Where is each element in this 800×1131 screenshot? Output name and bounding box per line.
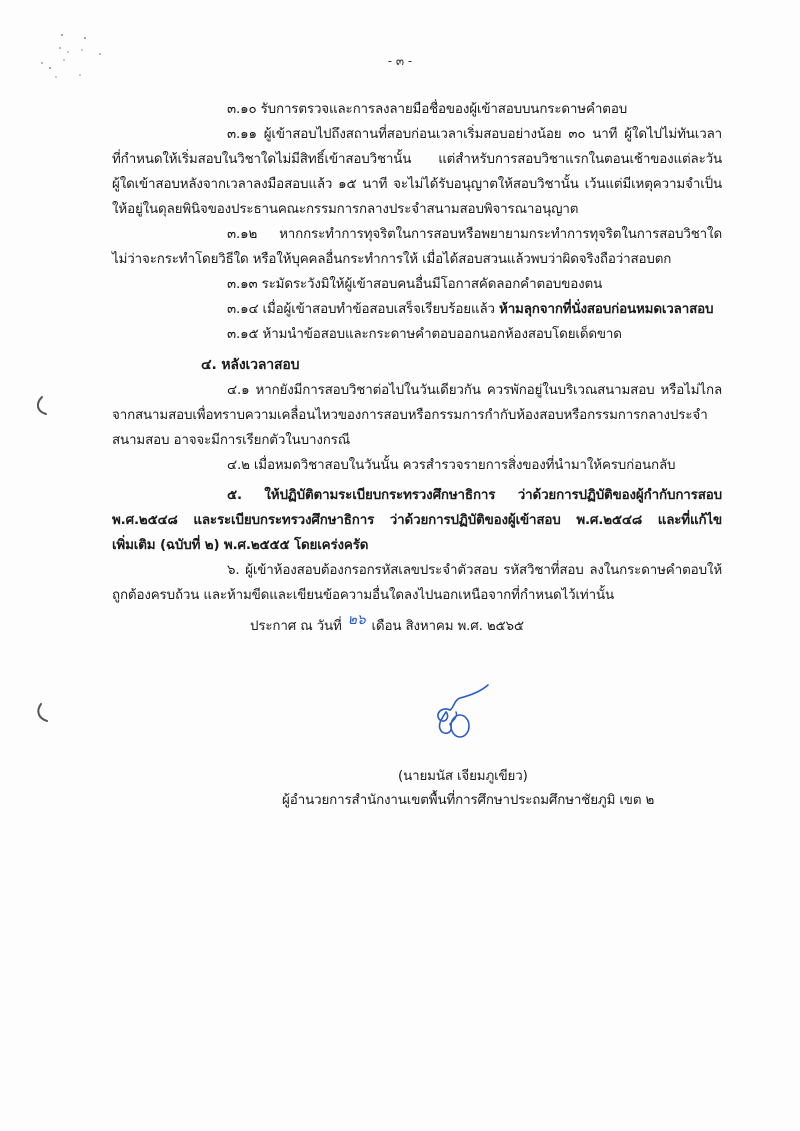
section-5-line-3: เพิ่มเติม (ฉบับที่ ๒) พ.ศ.๒๕๕๕ โดยเคร่งครัด [112, 538, 369, 553]
item-3-11-line-4: ให้อยู่ในดุลยพินิจของประธานคณะกรรมการกลางประจำสนามสอบพิจารณาอนุญาต [112, 202, 579, 217]
item-3-14-text: ๓.๑๔ เมื่อผู้เข้าสอบทำข้อสอบเสร็จเรียบร้อยแล้ว [227, 302, 500, 317]
item-3-11-line-2: ที่กำหนดให้เริ่มสอบในวิชาใดไม่มีสิทธิ์เข้าสอบวิชานั้น แต่สำหรับการสอบวิชาแรกในตอนเช้าของแต่ละวัน [112, 152, 722, 167]
handwritten-day: ๒๖ [347, 612, 366, 628]
item-4-1-line-1: ๔.๑ หากยังมีการสอบวิชาต่อไปในวันเดียวกัน ควรพักอยู่ในบริเวณสนามสอบ หรือไม่ไกล [227, 383, 722, 398]
section-6-line-1: ๖. ผู้เข้าห้องสอบต้องกรอกรหัสเลขประจำตัวสอบ รหัสวิชาที่สอบ ลงในกระดาษคำตอบให้ [227, 563, 722, 578]
announcement-suffix: เดือน สิงหาคม พ.ศ. ๒๕๖๕ [371, 619, 524, 634]
item-3-11-line-3: ผู้ใดเข้าสอบหลังจากเวลาลงมือสอบแล้ว ๑๕ นาที จะไม่ได้รับอนุญาตให้สอบวิชานั้น เว้นแต่มีเหตุความจำเป็น [112, 177, 722, 192]
signatory-position: ผู้อำนวยการสำนักงานเขตพื้นที่การศึกษาประถมศึกษาชัยภูมิ เขต ๒ [282, 793, 655, 808]
item-3-14 [227, 300, 722, 320]
page-number: - ๓ - [387, 54, 413, 68]
item-3-10: ๓.๑๐ รับการตรวจและการลงลายมือชื่อของผู้เข้าสอบบนกระดาษคำตอบ [227, 102, 628, 117]
section-5-line-1: ๕. ให้ปฏิบัติตามระเบียบกระทรวงศึกษาธิการ ว่าด้วยการปฏิบัติของผู้กำกับการสอบ [227, 488, 722, 503]
item-3-11-line-1: ๓.๑๑ ผู้เข้าสอบไปถึงสถานที่สอบก่อนเวลาเริ่มสอบอย่างน้อย ๓๐ นาที ผู้ใดไปไม่ทันเวลา [227, 127, 722, 142]
hole-punch-mark-lower [34, 702, 50, 724]
item-3-14-emphasis: ห้ามลุกจากที่นั่งสอบก่อนหมดเวลาสอบ [499, 302, 714, 317]
announcement-prefix: ประกาศ ณ วันที่ [250, 619, 342, 634]
signatory-name: (นายมนัส เจียมภูเขียว) [398, 769, 528, 784]
item-3-12-line-1: ๓.๑๒ หากกระทำการทุจริตในการสอบหรือพยายามกระทำการทุจริตในการสอบวิชาใด [227, 227, 722, 242]
item-4-1-line-2: จากสนามสอบเพื่อทราบความเคลื่อนไหวของการสอบหรือกรรมการกำกับห้องสอบหรือกรรมการกลางประจำ [112, 408, 708, 423]
section-5-line-2: พ.ศ.๒๕๔๘ และระเบียบกระทรวงศึกษาธิการ ว่าด้วยการปฏิบัติของผู้เข้าสอบ พ.ศ.๒๕๔๘ และที่แก้ไข [112, 513, 722, 528]
item-4-2: ๔.๒ เมื่อหมดวิชาสอบในวันนั้น ควรสำรวจรายการสิ่งของที่นำมาให้ครบก่อนกลับ [227, 458, 676, 473]
item-3-15: ๓.๑๕ ห้ามนำข้อสอบและกระดาษคำตอบออกนอกห้องสอบโดยเด็ดขาด [227, 327, 622, 342]
section-4-heading: ๔. หลังเวลาสอบ [201, 357, 300, 373]
signature-mark [420, 680, 520, 760]
item-3-12-line-2: ไม่ว่าจะกระทำโดยวิธีใด หรือให้บุคคลอื่นกระทำการให้ เมื่อได้สอบสวนแล้วพบว่าผิดจริงถือว่าสอบตก [112, 252, 672, 267]
item-4-1-line-3: สนามสอบ อาจจะมีการเรียกตัวในบางกรณี [112, 433, 350, 448]
item-3-13: ๓.๑๓ ระมัดระวังมิให้ผู้เข้าสอบคนอื่นมีโอกาสคัดลอกคำตอบของตน [227, 277, 603, 292]
announcement-date [250, 612, 650, 637]
hole-punch-mark-upper [34, 395, 50, 417]
section-6-line-2: ถูกต้องครบถ้วน และห้ามขีดและเขียนข้อความอื่นใดลงไปนอกเหนือจากที่กำหนดไว้เท่านั้น [112, 588, 614, 603]
